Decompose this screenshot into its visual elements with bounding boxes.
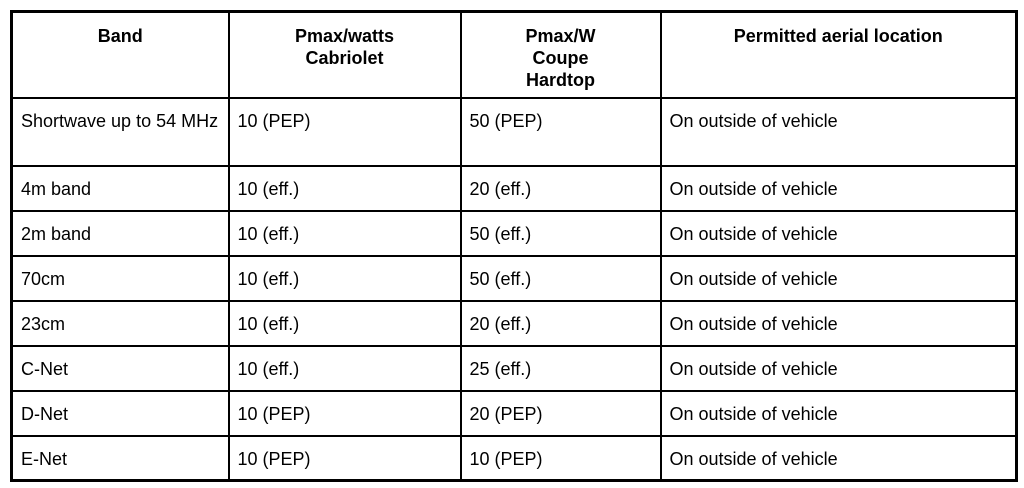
table-row bbox=[12, 98, 1017, 166]
pmax-cabriolet-cell: 10 (eff.) bbox=[229, 166, 461, 211]
aerial-location-cell: On outside of vehicle bbox=[661, 166, 1017, 211]
header-aerial-location bbox=[661, 12, 1017, 98]
aerial-location-cell: On outside of vehicle bbox=[661, 98, 1017, 166]
aerial-location-cell: On outside of vehicle bbox=[661, 346, 1017, 391]
aerial-location-cell: On outside of vehicle bbox=[661, 436, 1017, 481]
band-cell: 4m band bbox=[12, 166, 229, 211]
pmax-cabriolet-cell: 10 (eff.) bbox=[229, 301, 461, 346]
pmax-coupe-hardtop-cell: 10 (PEP) bbox=[461, 436, 661, 481]
pmax-coupe-hardtop-cell: 25 (eff.) bbox=[461, 346, 661, 391]
table-row bbox=[12, 391, 1017, 436]
table-row bbox=[12, 436, 1017, 481]
header-band bbox=[12, 12, 229, 98]
table-row bbox=[12, 256, 1017, 301]
table-row bbox=[12, 211, 1017, 256]
band-cell: 70cm bbox=[12, 256, 229, 301]
pmax-coupe-hardtop-cell: 50 (eff.) bbox=[461, 211, 661, 256]
pmax-cabriolet-cell: 10 (PEP) bbox=[229, 98, 461, 166]
table-row bbox=[12, 301, 1017, 346]
table-header-row bbox=[12, 12, 1017, 98]
pmax-coupe-hardtop-cell: 20 (eff.) bbox=[461, 166, 661, 211]
pmax-coupe-hardtop-cell: 20 (PEP) bbox=[461, 391, 661, 436]
pmax-coupe-hardtop-cell: 20 (eff.) bbox=[461, 301, 661, 346]
table-row bbox=[12, 166, 1017, 211]
pmax-cabriolet-cell: 10 (PEP) bbox=[229, 436, 461, 481]
header-aerial-location-line-1: Permitted aerial location bbox=[733, 26, 943, 46]
pmax-cabriolet-cell: 10 (eff.) bbox=[229, 346, 461, 391]
header-pmax-coupe-hardtop-line-3: Hardtop bbox=[526, 70, 595, 90]
aerial-location-cell: On outside of vehicle bbox=[661, 301, 1017, 346]
table-row bbox=[12, 346, 1017, 391]
aerial-location-cell: On outside of vehicle bbox=[661, 391, 1017, 436]
header-pmax-coupe-hardtop-line-1: Pmax/W bbox=[525, 26, 596, 46]
aerial-location-cell: On outside of vehicle bbox=[661, 211, 1017, 256]
pmax-cabriolet-cell: 10 (PEP) bbox=[229, 391, 461, 436]
header-pmax-coupe-hardtop-line-2: Coupe bbox=[532, 48, 589, 68]
band-cell: E-Net bbox=[12, 436, 229, 481]
aerial-location-cell: On outside of vehicle bbox=[661, 256, 1017, 301]
pmax-cabriolet-cell: 10 (eff.) bbox=[229, 211, 461, 256]
pmax-cabriolet-cell: 10 (eff.) bbox=[229, 256, 461, 301]
band-cell: Shortwave up to 54 MHz bbox=[12, 98, 229, 166]
header-pmax-cabriolet bbox=[229, 12, 461, 98]
pmax-coupe-hardtop-cell: 50 (PEP) bbox=[461, 98, 661, 166]
band-cell: 2m band bbox=[12, 211, 229, 256]
pmax-coupe-hardtop-cell: 50 (eff.) bbox=[461, 256, 661, 301]
band-cell: 23cm bbox=[12, 301, 229, 346]
header-band-line-1: Band bbox=[97, 26, 143, 46]
header-pmax-cabriolet-line-1: Pmax/watts bbox=[294, 26, 395, 46]
header-pmax-cabriolet-line-2: Cabriolet bbox=[305, 48, 384, 68]
transmitter-power-table bbox=[10, 10, 1018, 482]
header-pmax-coupe-hardtop bbox=[461, 12, 661, 98]
band-cell: D-Net bbox=[12, 391, 229, 436]
band-cell: C-Net bbox=[12, 346, 229, 391]
